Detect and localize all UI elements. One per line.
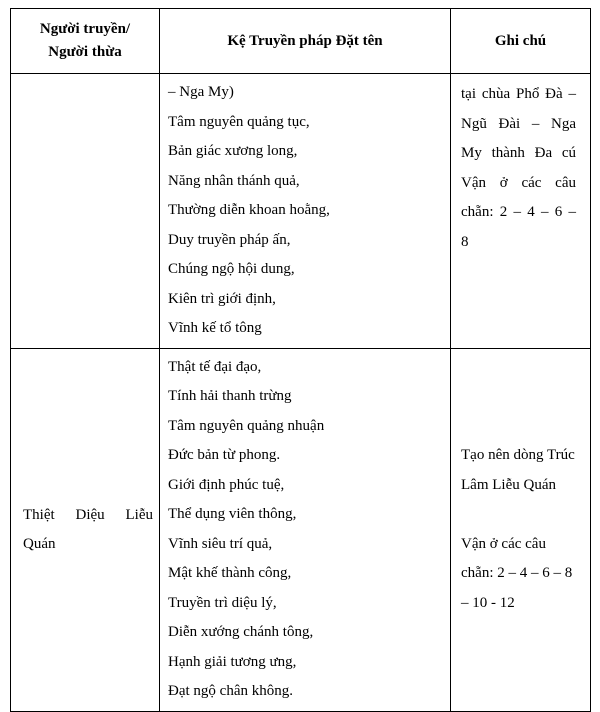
note-line: chẵn: 2 – 4 – 6 – 8 — [461, 565, 573, 581]
note-cell — [451, 348, 591, 711]
verse-line: Năng nhân thánh quả, — [168, 172, 300, 189]
transmitter-cell — [11, 348, 160, 711]
verse-line: Bản giác xương long, — [168, 143, 298, 159]
verse-line: Diễn xướng chánh tông, — [168, 624, 314, 640]
verse-line: Tính hải thanh trừng — [168, 388, 292, 404]
header-transmitter-line1: Người truyền/ — [39, 21, 131, 37]
note-cell — [451, 74, 591, 349]
verse-line: Thường diễn khoan hoằng, — [168, 202, 330, 218]
verse-line: Vĩnh kế tổ tông — [168, 320, 262, 336]
verse-line: Giới định phúc tuệ, — [168, 476, 285, 493]
verse-cell — [160, 74, 451, 349]
note-line: Quán — [523, 476, 556, 493]
header-note: Ghi chú — [451, 9, 591, 74]
verse-line: Kiên trì giới định, — [168, 290, 276, 307]
verse-line: Chúng ngộ hội dung, — [168, 261, 295, 277]
verse-line: – Nga My) — [168, 84, 234, 100]
verse-cell — [160, 348, 451, 711]
verse-line: Mật khế thành công, — [168, 565, 292, 581]
verse-line: Hạnh giải tương ưng, — [168, 653, 297, 670]
header-verse: Kệ Truyền pháp Đặt tên — [160, 9, 451, 74]
note-line: Vận ở các câu — [461, 174, 576, 191]
note-line: Trúc Lâm Liễu — [461, 447, 575, 493]
verse-line: Đức bản từ phong. — [168, 447, 281, 463]
header-transmitter-line2: Người thừa — [48, 44, 122, 60]
verse-line: Đạt ngộ chân không. — [168, 683, 293, 699]
lineage-table — [10, 8, 591, 712]
note-line: Ngũ Đài – Nga — [461, 115, 576, 132]
verse-line: Truyền trì diệu lý, — [168, 594, 277, 611]
table-row — [11, 348, 591, 711]
header-transmitter — [11, 9, 160, 74]
note-line: Tạo nên dòng — [461, 447, 544, 463]
table-header-row — [11, 9, 591, 74]
note-line: – 10 - 12 — [461, 594, 515, 611]
table-row — [11, 74, 591, 349]
note-line: chẵn: 2 – 4 – 6 – — [461, 204, 576, 220]
verse-line: Duy truyền pháp ấn, — [168, 231, 291, 248]
note-line: Vận ở các câu — [461, 535, 546, 552]
note-line: My thành Đa cú — [461, 145, 576, 161]
verse-line: Thể dụng viên thông, — [168, 506, 297, 522]
verse-line: Tâm nguyên quảng nhuận — [168, 417, 325, 434]
note-line: 8 — [461, 233, 469, 250]
transmitter-name-line2: Quán — [23, 535, 56, 552]
verse-line: Vĩnh siêu trí quả, — [168, 535, 273, 552]
transmitter-cell-empty — [11, 74, 160, 349]
note-line: tại chùa Phổ Đà – — [461, 86, 576, 102]
verse-line: Thật tế đại đạo, — [168, 358, 262, 375]
transmitter-name-line1: Thiệt Diệu Liễu — [23, 506, 153, 523]
document-page — [10, 8, 590, 712]
verse-line: Tâm nguyên quảng tục, — [168, 113, 310, 130]
paragraph-gap — [461, 500, 576, 530]
